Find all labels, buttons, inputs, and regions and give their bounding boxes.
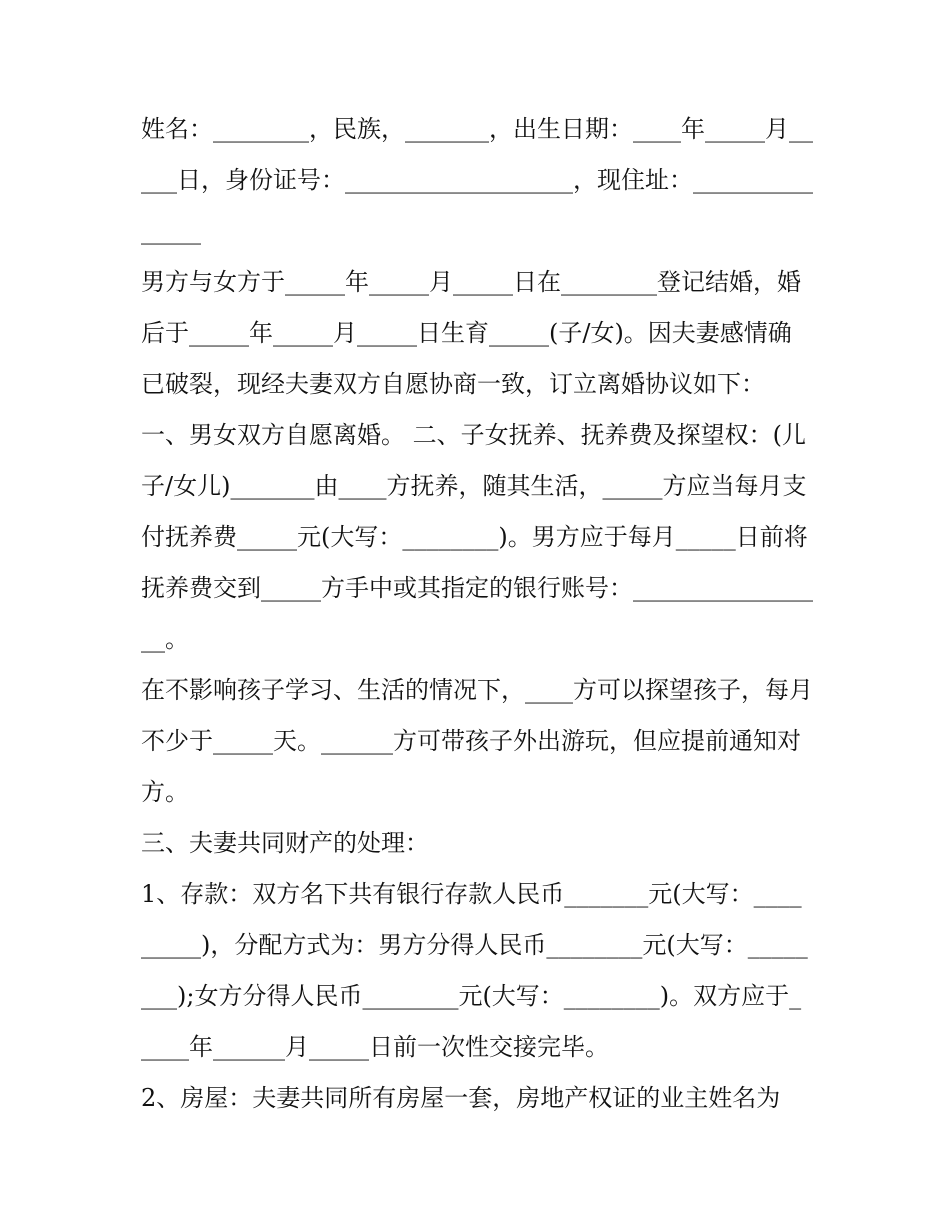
house-paragraph: 2、房屋：夫妻共同所有房屋一套，房地产权证的业主姓名为 [141, 1084, 781, 1112]
document-body [141, 104, 813, 1124]
property-section-heading: 三、夫妻共同财产的处理： [141, 829, 429, 857]
savings-paragraph: 1、存款：双方名下共有银行存款人民币_______元(大写：_________)，分配方式为：男方分得人民币________元(大写：________);女方分得人民币________元(大写：________)。双方应于_____年______月_____日前一次性交接完毕。 [141, 880, 808, 1061]
marriage-info-paragraph: 男方与女方于_____年_____月_____日在________登记结婚，婚后于_____年_____月_____日生育_____(子/女)。因夫妻感情确已破裂，现经夫妻双方自愿协商一致，订立离婚协议如下： [141, 268, 801, 398]
personal-info-paragraph: 姓名：________，民族，_______，出生日期：____年_____月_____日，身份证号：___________________，现住址：_______________ [141, 115, 813, 245]
visitation-paragraph: 在不影响孩子学习、生活的情况下，____方可以探望孩子，每月不少于_____天。______方可带孩子外出游玩，但应提前通知对方。 [141, 676, 813, 806]
child-custody-paragraph: 一、男女双方自愿离婚。 二、子女抚养、抚养费及探望权：(儿子/女儿)_______由____方抚养，随其生活，_____方应当每月支付抚养费_____元(大写：________)。男方应于每月_____日前将抚养费交到_____方手中或其指定的银行账号：_________________。 [141, 421, 813, 653]
